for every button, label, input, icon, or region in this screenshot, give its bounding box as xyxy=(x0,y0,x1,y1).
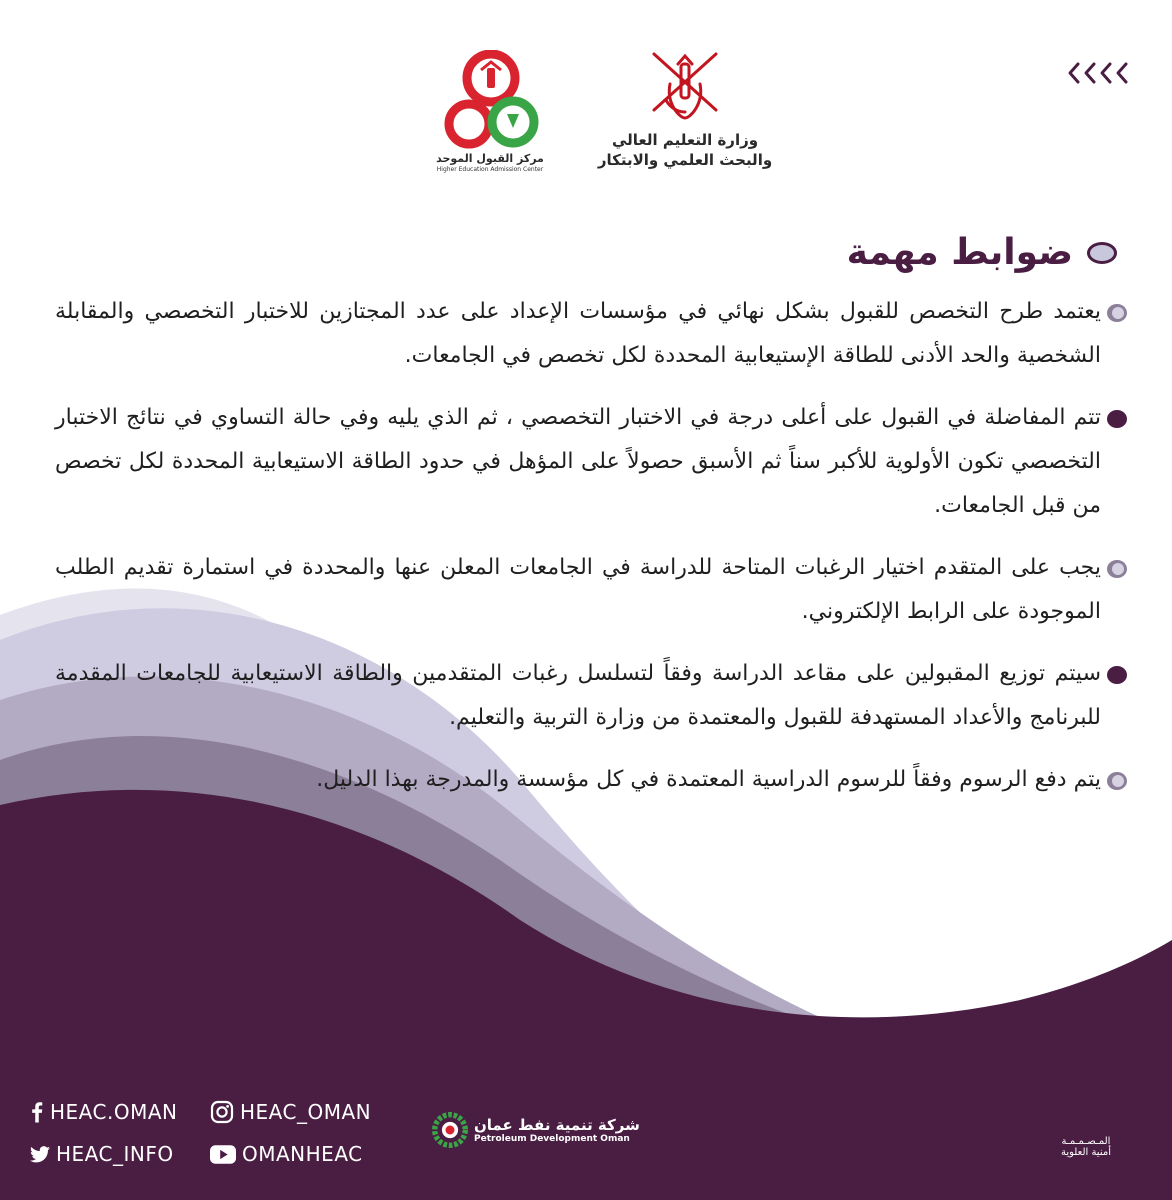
oman-emblem-icon xyxy=(640,44,730,124)
facebook-handle: HEAC.OMAN xyxy=(50,1100,178,1124)
pdo-logo xyxy=(432,1112,640,1148)
rule-text: تتم المفاضلة في القبول على أعلى درجة في الاختبار التخصصي ، ثم الذي يليه وفي حالة التساوي في نتائج الاختبار التخصصي تكون الأولوية للأكبر سناً ثم الأسبق حصولاً على المؤهل في حدود الطاقة الاستيعابية المحددة لكل تخصص من قبل الجامعات. xyxy=(55,405,1101,518)
rule-text: سيتم توزيع المقبولين على مقاعد الدراسة وفقاً لتسلسل رغبات المتقدمين والطاقة الاستيعابية للجامعات المقدمة للبرنامج والأعداد المستهدفة للقبول والمعتمدة من وزارة التربية والتعليم. xyxy=(55,661,1101,730)
pdo-name-arabic: شركة تنمية نفط عمان xyxy=(474,1116,640,1134)
footer xyxy=(0,1090,1172,1200)
rule-item xyxy=(55,546,1125,634)
heac-logo-icon xyxy=(435,50,545,150)
youtube-link[interactable] xyxy=(210,1142,363,1166)
rule-item xyxy=(55,652,1125,740)
rule-text: يجب على المتقدم اختيار الرغبات المتاحة للدراسة في الجامعات المعلن عنها والمحددة في استمارة تقديم الطلب الموجودة على الرابط الإلكتروني. xyxy=(55,555,1101,624)
section-title xyxy=(847,232,1117,273)
rule-text: يعتمد طرح التخصص للقبول بشكل نهائي في مؤسسات الإعداد على عدد المجتازين للاختبار التخصصي والمقابلة الشخصية والحد الأدنى للطاقة الإستيعابية المحددة لكل تخصص في الجامعات. xyxy=(55,299,1101,368)
bullet-icon xyxy=(1107,560,1127,578)
instagram-link[interactable] xyxy=(210,1100,371,1124)
pdo-text xyxy=(474,1116,640,1144)
instagram-handle: HEAC_OMAN xyxy=(240,1100,372,1124)
bullet-icon xyxy=(1107,772,1127,790)
rule-item xyxy=(55,290,1125,378)
youtube-handle: OMANHEAC xyxy=(242,1142,363,1166)
bullet-icon xyxy=(1107,410,1127,428)
ministry-name-line-1: وزارة التعليم العالي xyxy=(611,131,759,149)
twitter-icon xyxy=(30,1146,50,1163)
designer-signature xyxy=(1036,1136,1136,1158)
facebook-link[interactable] xyxy=(30,1100,177,1124)
heac-name-english: Higher Education Admission Center xyxy=(436,166,544,173)
designer-name: أمنية العلوية xyxy=(1061,1147,1111,1158)
twitter-handle: HEAC_INFO xyxy=(56,1142,174,1166)
bullet-icon xyxy=(1107,304,1127,322)
rule-item xyxy=(55,396,1125,528)
chevrons-icon xyxy=(1066,58,1136,88)
facebook-icon xyxy=(30,1101,44,1123)
rule-item xyxy=(55,758,1125,802)
pdo-name-english: Petroleum Development Oman xyxy=(474,1134,630,1144)
twitter-link[interactable] xyxy=(30,1142,174,1166)
designer-label: المـصـمـمـة xyxy=(1061,1136,1111,1147)
rules-list xyxy=(55,290,1125,820)
instagram-icon xyxy=(210,1100,234,1124)
title-bullet-icon xyxy=(1087,242,1117,264)
page-title: ضوابط مهمة xyxy=(846,232,1073,273)
heac-name-arabic: مركز القبول الموحد xyxy=(436,152,544,165)
rule-text: يتم دفع الرسوم وفقاً للرسوم الدراسية المعتمدة في كل مؤسسة والمدرجة بهذا الدليل. xyxy=(316,767,1101,792)
pdo-emblem-icon xyxy=(432,1112,468,1148)
ministry-logo xyxy=(590,44,780,170)
youtube-icon xyxy=(210,1145,236,1164)
header xyxy=(0,20,1172,173)
ministry-name-line-2: والبحث العلمي والابتكار xyxy=(597,151,773,169)
heac-logo xyxy=(420,50,560,173)
bullet-icon xyxy=(1107,666,1127,684)
